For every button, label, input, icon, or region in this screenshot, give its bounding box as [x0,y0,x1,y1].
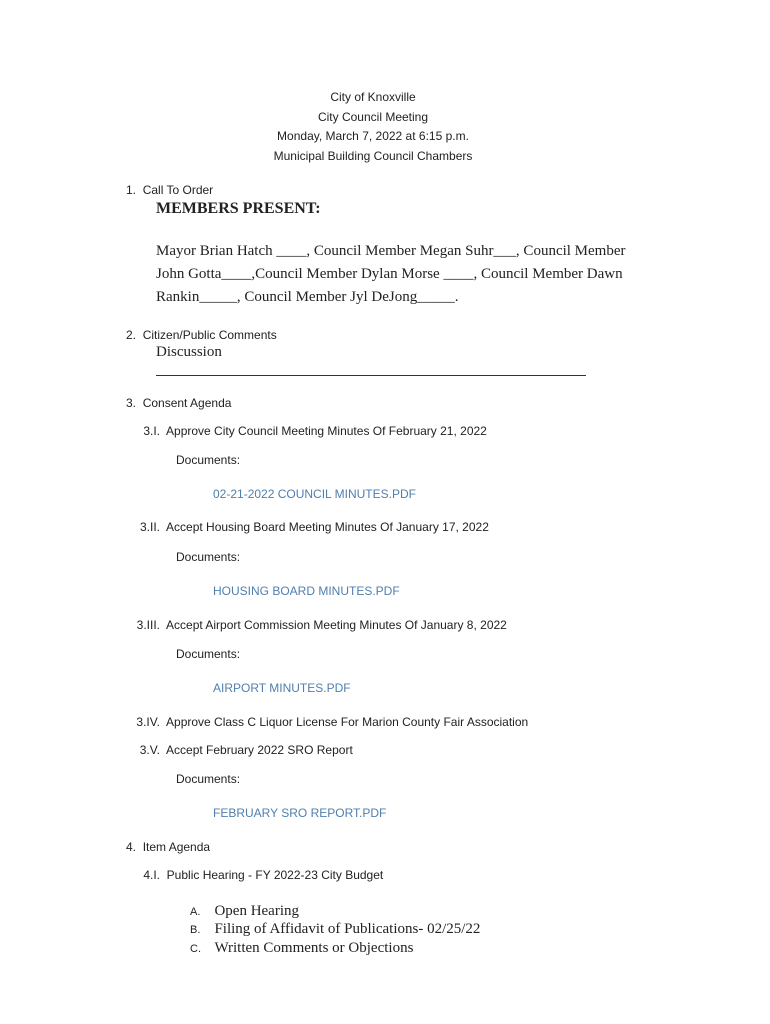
agenda-item [124,618,507,632]
item-number: 3.V. [139,743,160,757]
discussion-label: Discussion [156,344,222,360]
item-number: 3.I. [143,424,160,438]
section-title: Item Agenda [142,840,211,854]
section-number: 1. [126,183,137,197]
item-title: Accept February 2022 SRO Report [166,743,353,757]
city-name: City of Knoxville [330,90,416,104]
sub-item [190,920,480,938]
item-title: Approve City Council Meeting Minutes Of February 21, 2022 [166,424,487,438]
meeting-date: Monday, March 7, 2022 at 6:15 p.m. [277,129,469,143]
agenda-item [124,868,383,882]
meeting-header [0,88,746,166]
section-title: Consent Agenda [142,396,232,410]
section-number: 3. [126,396,137,410]
item-title: Approve Class C Liquor License For Marion County Fair Association [166,715,529,729]
document-link-sro-report[interactable]: FEBRUARY SRO REPORT.PDF [213,806,387,820]
item-number: 3.II. [139,520,160,534]
sub-item [190,902,299,920]
sub-item-letter: B. [190,924,201,936]
item-title: Public Hearing - FY 2022-23 City Budget [166,868,384,882]
meeting-location: Municipal Building Council Chambers [273,148,473,163]
item-number: 3.IV. [136,715,160,729]
document-link-airport-minutes[interactable]: AIRPORT MINUTES.PDF [213,681,351,695]
documents-label: Documents: [176,550,241,564]
section-item-agenda [126,840,210,854]
section-number: 4. [126,840,137,854]
agenda-item [124,715,528,729]
section-consent-agenda [126,396,231,410]
documents-label: Documents: [176,453,241,467]
sub-item-text: Filing of Affidavit of Publications- 02/25/22 [214,921,481,937]
agenda-item [124,743,353,757]
section-number: 2. [126,328,137,342]
members-present-heading: MEMBERS PRESENT: [156,200,321,217]
sub-item-text: Open Hearing [214,903,300,919]
section-title: Call To Order [142,183,214,197]
agenda-item [124,520,489,534]
meeting-type: City Council Meeting [317,109,429,124]
members-present-list: Mayor Brian Hatch ____, Council Member Megan Suhr___, Council Member John Gotta____,Council Member Dylan Morse ____, Council Member Dawn Rankin_____, Council Member Jyl DeJong_____. [156,243,626,305]
item-number: 4.I. [143,868,160,882]
document-link-housing-minutes[interactable]: HOUSING BOARD MINUTES.PDF [213,584,400,598]
section-citizen-comments [126,328,277,342]
document-link-council-minutes[interactable]: 02-21-2022 COUNCIL MINUTES.PDF [213,487,416,501]
sub-item [190,939,413,957]
agenda-item [124,424,487,438]
sub-item-letter: C. [190,943,201,955]
documents-label: Documents: [176,647,241,661]
sub-item-text: Written Comments or Objections [214,940,414,956]
section-title: Citizen/Public Comments [142,328,277,342]
discussion-line [156,375,586,376]
sub-item-letter: A. [190,906,201,918]
item-title: Accept Housing Board Meeting Minutes Of January 17, 2022 [166,520,489,534]
item-number: 3.III. [136,618,160,632]
item-title: Accept Airport Commission Meeting Minutes Of January 8, 2022 [166,618,507,632]
documents-label: Documents: [176,772,241,786]
section-call-to-order [126,183,213,197]
